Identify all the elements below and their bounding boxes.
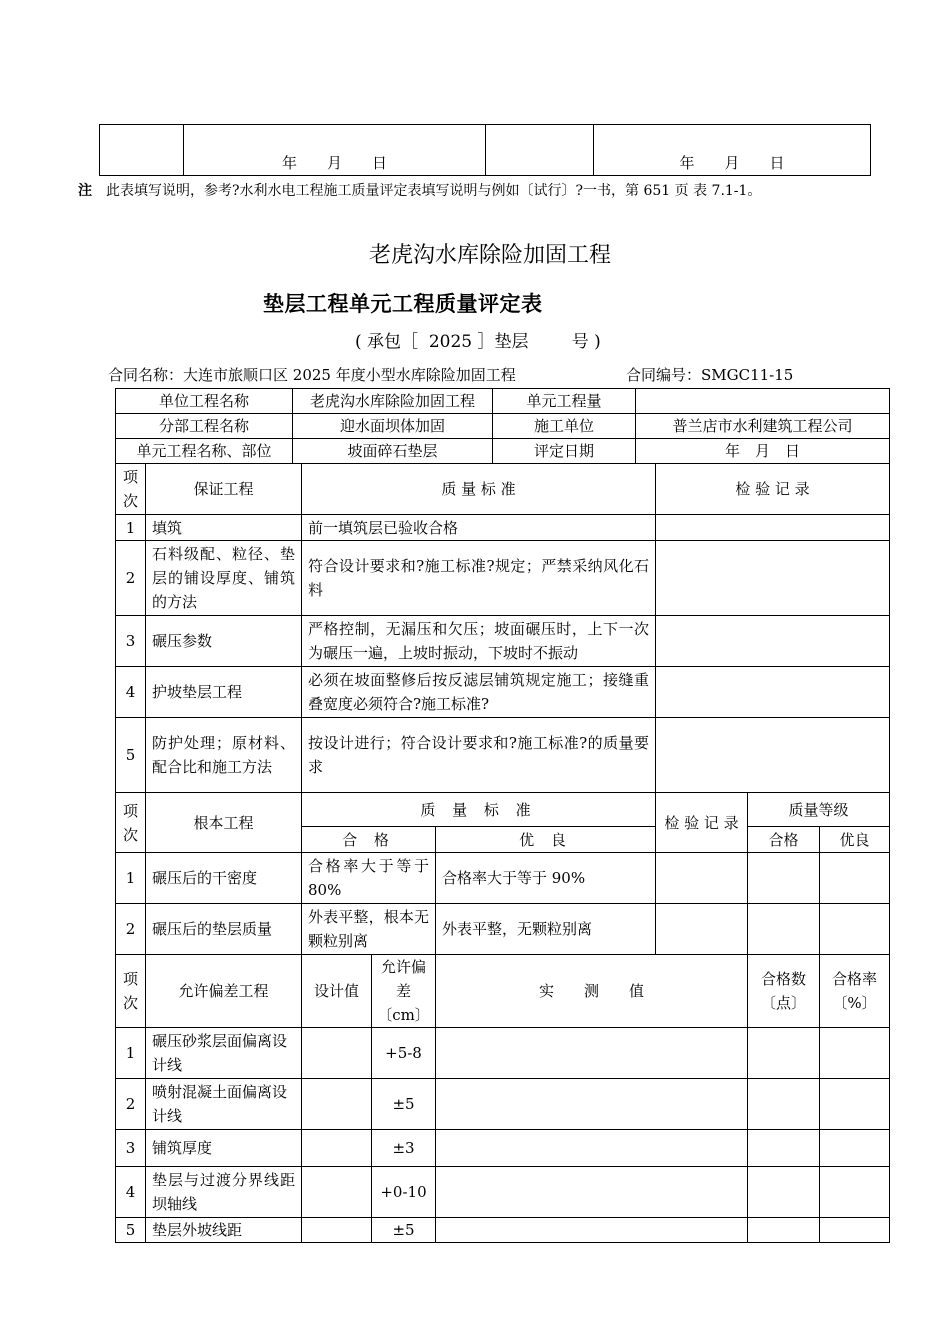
previous-signature-table [99,124,871,176]
tolerance-row-item: 铺筑厚度 [146,1130,302,1167]
tolerance-row-design [302,1218,372,1243]
contractor-value: 普兰店市水利建筑工程公司 [636,414,890,439]
tolerance-row-item: 喷射混凝土面偏离设计线 [146,1079,302,1130]
guarantee-col-record: 检 验 记 录 [656,464,890,515]
guarantee-col-standard: 质 量 标 准 [302,464,656,515]
guarantee-row-record [656,541,890,616]
sig-cell-3 [486,125,594,176]
footnote [78,180,761,200]
project-title: 老虎沟水库除险加固工程 [368,243,611,268]
tolerance-col-pass-rate: 合格率〔%〕 [820,955,890,1028]
division-label: 分部工程名称 [116,414,293,439]
basic-row-record [656,904,748,955]
contract-number: 合同编号：SMGC11-15 [626,366,794,384]
tolerance-col-item: 允许偏差工程 [146,955,302,1028]
guarantee-row-standard: 前一填筑层已验收合格 [302,515,656,541]
tolerance-col-allow: 允许偏差〔cm〕 [372,955,436,1028]
unit-quantity-value [636,389,890,414]
tolerance-row-design [302,1130,372,1167]
guarantee-row-item: 石料级配、粒径、垫层的铺设厚度、铺筑的方法 [146,541,302,616]
guarantee-row-standard: 必须在坡面整修后按反滤层铺筑规定施工；接缝重叠宽度必须符合?施工标准? [302,667,656,718]
tolerance-row-pass-rate [820,1028,890,1079]
basic-col-pass: 合 格 [302,827,436,853]
footnote-text: 此表填写说明，参考?水利水电工程施工质量评定表填写说明与例如〔试行〕?一书，第 651 页 表 7.1-1。 [106,183,762,199]
tolerance-row-allow: ±3 [372,1130,436,1167]
tolerance-row-item: 垫层外坡线距 [146,1218,302,1243]
basic-col-grade: 质量等级 [748,793,890,827]
guarantee-row-standard: 严格控制，无漏压和欠压；坡面碾压时，上下一次为碾压一遍，上坡时振动，下坡时不振动 [302,616,656,667]
tolerance-row-pass-rate [820,1079,890,1130]
tolerance-row-measured [436,1079,748,1130]
sig-date-left: 年 月 日 [184,125,486,176]
tolerance-row-allow: ±5 [372,1079,436,1130]
unit-quantity-label: 单元工程量 [493,389,636,414]
basic-col-item: 根本工程 [146,793,302,853]
basic-col-no: 项次 [116,793,146,853]
tolerance-row-item: 碾压砂浆层面偏离设计线 [146,1028,302,1079]
basic-row-item: 碾压后的垫层质量 [146,904,302,955]
tolerance-row-no: 5 [116,1218,146,1243]
unit-project-label: 单位工程名称 [116,389,293,414]
tolerance-row-pass-count [748,1218,820,1243]
basic-col-excellent: 优 良 [436,827,656,853]
contract-name: 合同名称：大连市旅顺口区 2025 年度小型水库除险加固工程 [108,366,516,384]
basic-col-record: 检 验 记 录 [656,793,748,853]
element-label: 单元工程名称、部位 [116,439,293,464]
tolerance-row-no: 3 [116,1130,146,1167]
tolerance-row-allow: ±5 [372,1218,436,1243]
basic-col-standard: 质 量 标 准 [302,793,656,827]
tolerance-row-design [302,1028,372,1079]
tolerance-row-pass-count [748,1167,820,1218]
info-table [115,388,890,464]
evaluation-table [115,463,890,1243]
basic-row-excellent: 外表平整，无颗粒别离 [436,904,656,955]
tolerance-col-pass-count: 合格数〔点〕 [748,955,820,1028]
tolerance-row-allow: +5-8 [372,1028,436,1079]
basic-col-grade-pass: 合格 [748,827,820,853]
guarantee-row-no: 1 [116,515,146,541]
basic-row-grade-excellent [820,853,890,904]
basic-row-no: 1 [116,853,146,904]
guarantee-row-item: 填筑 [146,515,302,541]
basic-col-grade-excellent: 优良 [820,827,890,853]
guarantee-row-item: 护坡垫层工程 [146,667,302,718]
tolerance-col-measured: 实 测 值 [436,955,748,1028]
guarantee-row-record [656,667,890,718]
tolerance-row-measured [436,1218,748,1243]
tolerance-row-measured [436,1130,748,1167]
tolerance-row-design [302,1167,372,1218]
guarantee-row-record [656,515,890,541]
tolerance-row-no: 1 [116,1028,146,1079]
tolerance-row-pass-count [748,1130,820,1167]
tolerance-row-pass-count [748,1028,820,1079]
tolerance-col-design: 设计值 [302,955,372,1028]
tolerance-row-measured [436,1167,748,1218]
form-title: 垫层工程单元工程质量评定表 [263,292,543,316]
basic-row-pass: 合格率大于等于80% [302,853,436,904]
basic-row-record [656,853,748,904]
basic-row-grade-pass [748,904,820,955]
tolerance-row-design [302,1079,372,1130]
guarantee-row-no: 3 [116,616,146,667]
guarantee-row-standard: 符合设计要求和?施工标准?规定；严禁采纳风化石料 [302,541,656,616]
tolerance-row-pass-rate [820,1218,890,1243]
footnote-label: 注 [78,183,92,199]
tolerance-row-item: 垫层与过渡分界线距坝轴线 [146,1167,302,1218]
tolerance-row-pass-rate [820,1167,890,1218]
basic-row-grade-pass [748,853,820,904]
guarantee-row-item: 防护处理；原材料、配合比和施工方法 [146,718,302,793]
guarantee-row-standard: 按设计进行；符合设计要求和?施工标准?的质量要求 [302,718,656,793]
basic-row-excellent: 合格率大于等于 90% [436,853,656,904]
tolerance-col-no: 项次 [116,955,146,1028]
division-value: 迎水面坝体加固 [293,414,493,439]
basic-row-pass: 外表平整，根本无颗粒别离 [302,904,436,955]
element-value: 坡面碎石垫层 [293,439,493,464]
tolerance-row-measured [436,1028,748,1079]
basic-row-no: 2 [116,904,146,955]
basic-row-item: 碾压后的干密度 [146,853,302,904]
sig-cell-1 [100,125,184,176]
guarantee-row-no: 5 [116,718,146,793]
guarantee-col-no: 项次 [116,464,146,515]
guarantee-row-record [656,718,890,793]
tolerance-row-allow: +0-10 [372,1167,436,1218]
contractor-label: 施工单位 [493,414,636,439]
basic-row-grade-excellent [820,904,890,955]
tolerance-row-pass-rate [820,1130,890,1167]
tolerance-row-no: 4 [116,1167,146,1218]
sig-date-right: 年 月 日 [594,125,871,176]
guarantee-row-item: 碾压参数 [146,616,302,667]
guarantee-row-no: 4 [116,667,146,718]
unit-project-value: 老虎沟水库除险加固工程 [293,389,493,414]
eval-date-label: 评定日期 [493,439,636,464]
guarantee-col-item: 保证工程 [146,464,302,515]
guarantee-row-no: 2 [116,541,146,616]
guarantee-row-record [656,616,890,667]
tolerance-row-no: 2 [116,1079,146,1130]
form-subtitle: ( 承包［ 2025 ］垫层 号 ) [355,332,601,352]
tolerance-row-pass-count [748,1079,820,1130]
eval-date-value: 年 月 日 [636,439,890,464]
